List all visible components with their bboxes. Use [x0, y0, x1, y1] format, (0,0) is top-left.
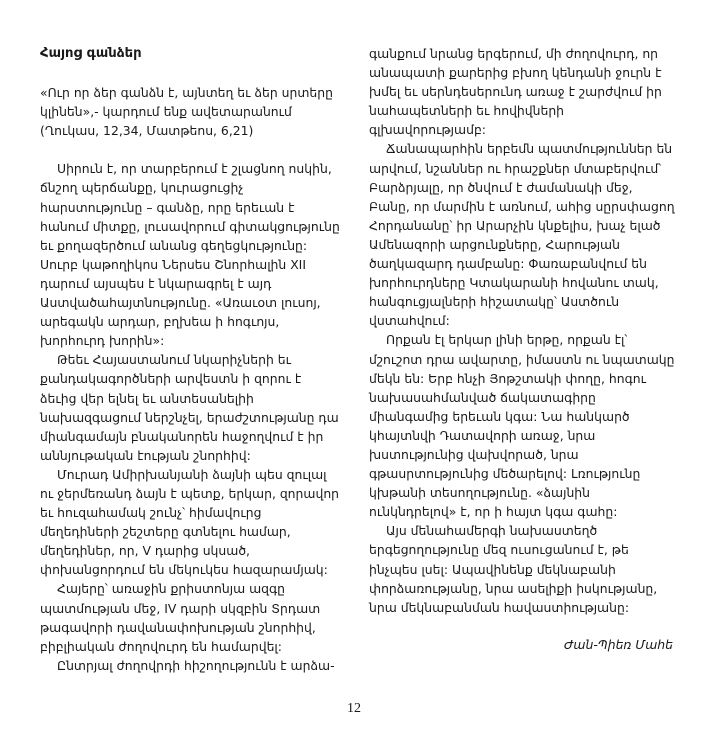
right-column	[369, 44, 675, 666]
body-paragraph: Թեեւ Հայաստանում նկարիչների եւ քանդակագործների արվեստն ի զորու է ձեւից վեր ելնել եւ անտեսանելիի նախազգացում ներշնչել, երաժշտությանը դա միանգամայն բնականորեն հաջողվում է իր աննյութական էության շնորհիվ:	[40, 352, 339, 463]
author-signature: Ժան-Պիեռ Մահե	[564, 636, 673, 652]
epigraph-quote: «Ուր որ ձեր գանձն է, այնտեղ եւ ձեր սրտերը կլինեն»,- կարդում ենք ավետարանում	[40, 85, 333, 120]
left-column	[40, 44, 340, 675]
epigraph-reference: (Ղուկաս, 12,34, Մատթեոս, 6,21)	[40, 123, 254, 139]
body-paragraph: Հայերը՝ առաջին քրիստոնյա ազգը պատմության մեջ, IV դարի սկզբին Տրդատ թագավորի դավանափոխության շնորհիվ, բիբլիական ժողովուրդ են համարվել:	[40, 581, 321, 654]
body-paragraph: Սիրուն է, որ տարբերում է շլացնող ոսկին, ճնշող պերճանքը, կուրացուցիչ հարստությունը – գանձը, որը երեւան է հանում միտքը, լուսավորում գիտակցությունը եւ քողազերծում անանց գեղեցկությունը: Սուրբ կաթողիկոս Ներսես Շնորհալին XII դարում այսպես է նկարագրել է այդ Աստվածահայտնությունը. «Առաւօտ լուսոյ, արեգակն արդար, բղխեա ի հոգւոյս, խորհուրդ խորին»:	[40, 161, 340, 349]
body-paragraph: Ճանապարհին երբեմն պատմություններ են արվում, նշաններ ու հրաշքներ մտաբերվում՝ Բարձրյալը, որ ծնվում է ժամանակի մեջ, Բանը, որ մարմին է առնում, ահից սըրսփացող Հորդանանը՝ իր Արարչին կնքելիս, խաչ ելած Ամենազորի արցունքները, Հարության ծաղկազարդ դամբանը: Փառաբանվում են խորհուրդները Կտակարանի հովանու տակ, հանգուցյալների հիշատակը՝ Աստծուն վստահվում:	[369, 141, 675, 329]
document-title: Հայոց գանձեր	[40, 46, 142, 61]
body-paragraph: Ընտրյալ ժողովրդի հիշողությունն է արձա-	[57, 657, 335, 673]
body-paragraph: Այս մենահամերգի նախաստեղծ երգեցողությունը մեզ ուսուցանում է, թե ինչպես լսել: Ապավինենք մեկնաբանի փորձառությանը, նրա ասելիքի իսկությանը, նրա մեկնաբանման հավաստիությանը:	[369, 523, 658, 615]
page-number: 12	[347, 701, 361, 716]
body-paragraph: գանքում նրանց երգերում, մի ժողովուրդ, որ անապատի քարերից բխող կենդանի ջուրն է խմել եւ սերնդեսերունդ առաջ է շարժվում իր նահապետների եւ հովիվների գլխավորությամբ:	[369, 46, 662, 138]
body-paragraph: Որքան էլ երկար լինի երթը, որքան էլ՝ մշուշոտ դրա ավարտը, իմաստն ու նպատակը մեկն են: Երբ հնչի Յոթշտակի փողը, հոգու նախասահմանված ճակատագիրը միանգամից երեւան կգա: Նա հանկարծ կհայտնվի Դատավորի առաջ, նրա խստությունից վախվորած, նրա գթասրտությունից մեծարելով: Լռությունը կխթանի տեսողությունը. «ձայնին ունկնդրելով» է, որ ի հայտ կգա գահը:	[369, 332, 675, 520]
epigraph	[40, 83, 340, 140]
body-paragraph: Մուրադ Ամիրխանյանի ձայնի պես զուլալ ու ջերմեռանդ ձայն է պետք, երկար, զորավոր եւ հուզահամակ շունչ՝ հիմավուրց մեղեդիների շեշտերը գտնելու համար, մեղեդիներ, որ, V դարից սկսած, փոխանցորդում են մեկուկես հազարամյակ:	[40, 466, 340, 578]
